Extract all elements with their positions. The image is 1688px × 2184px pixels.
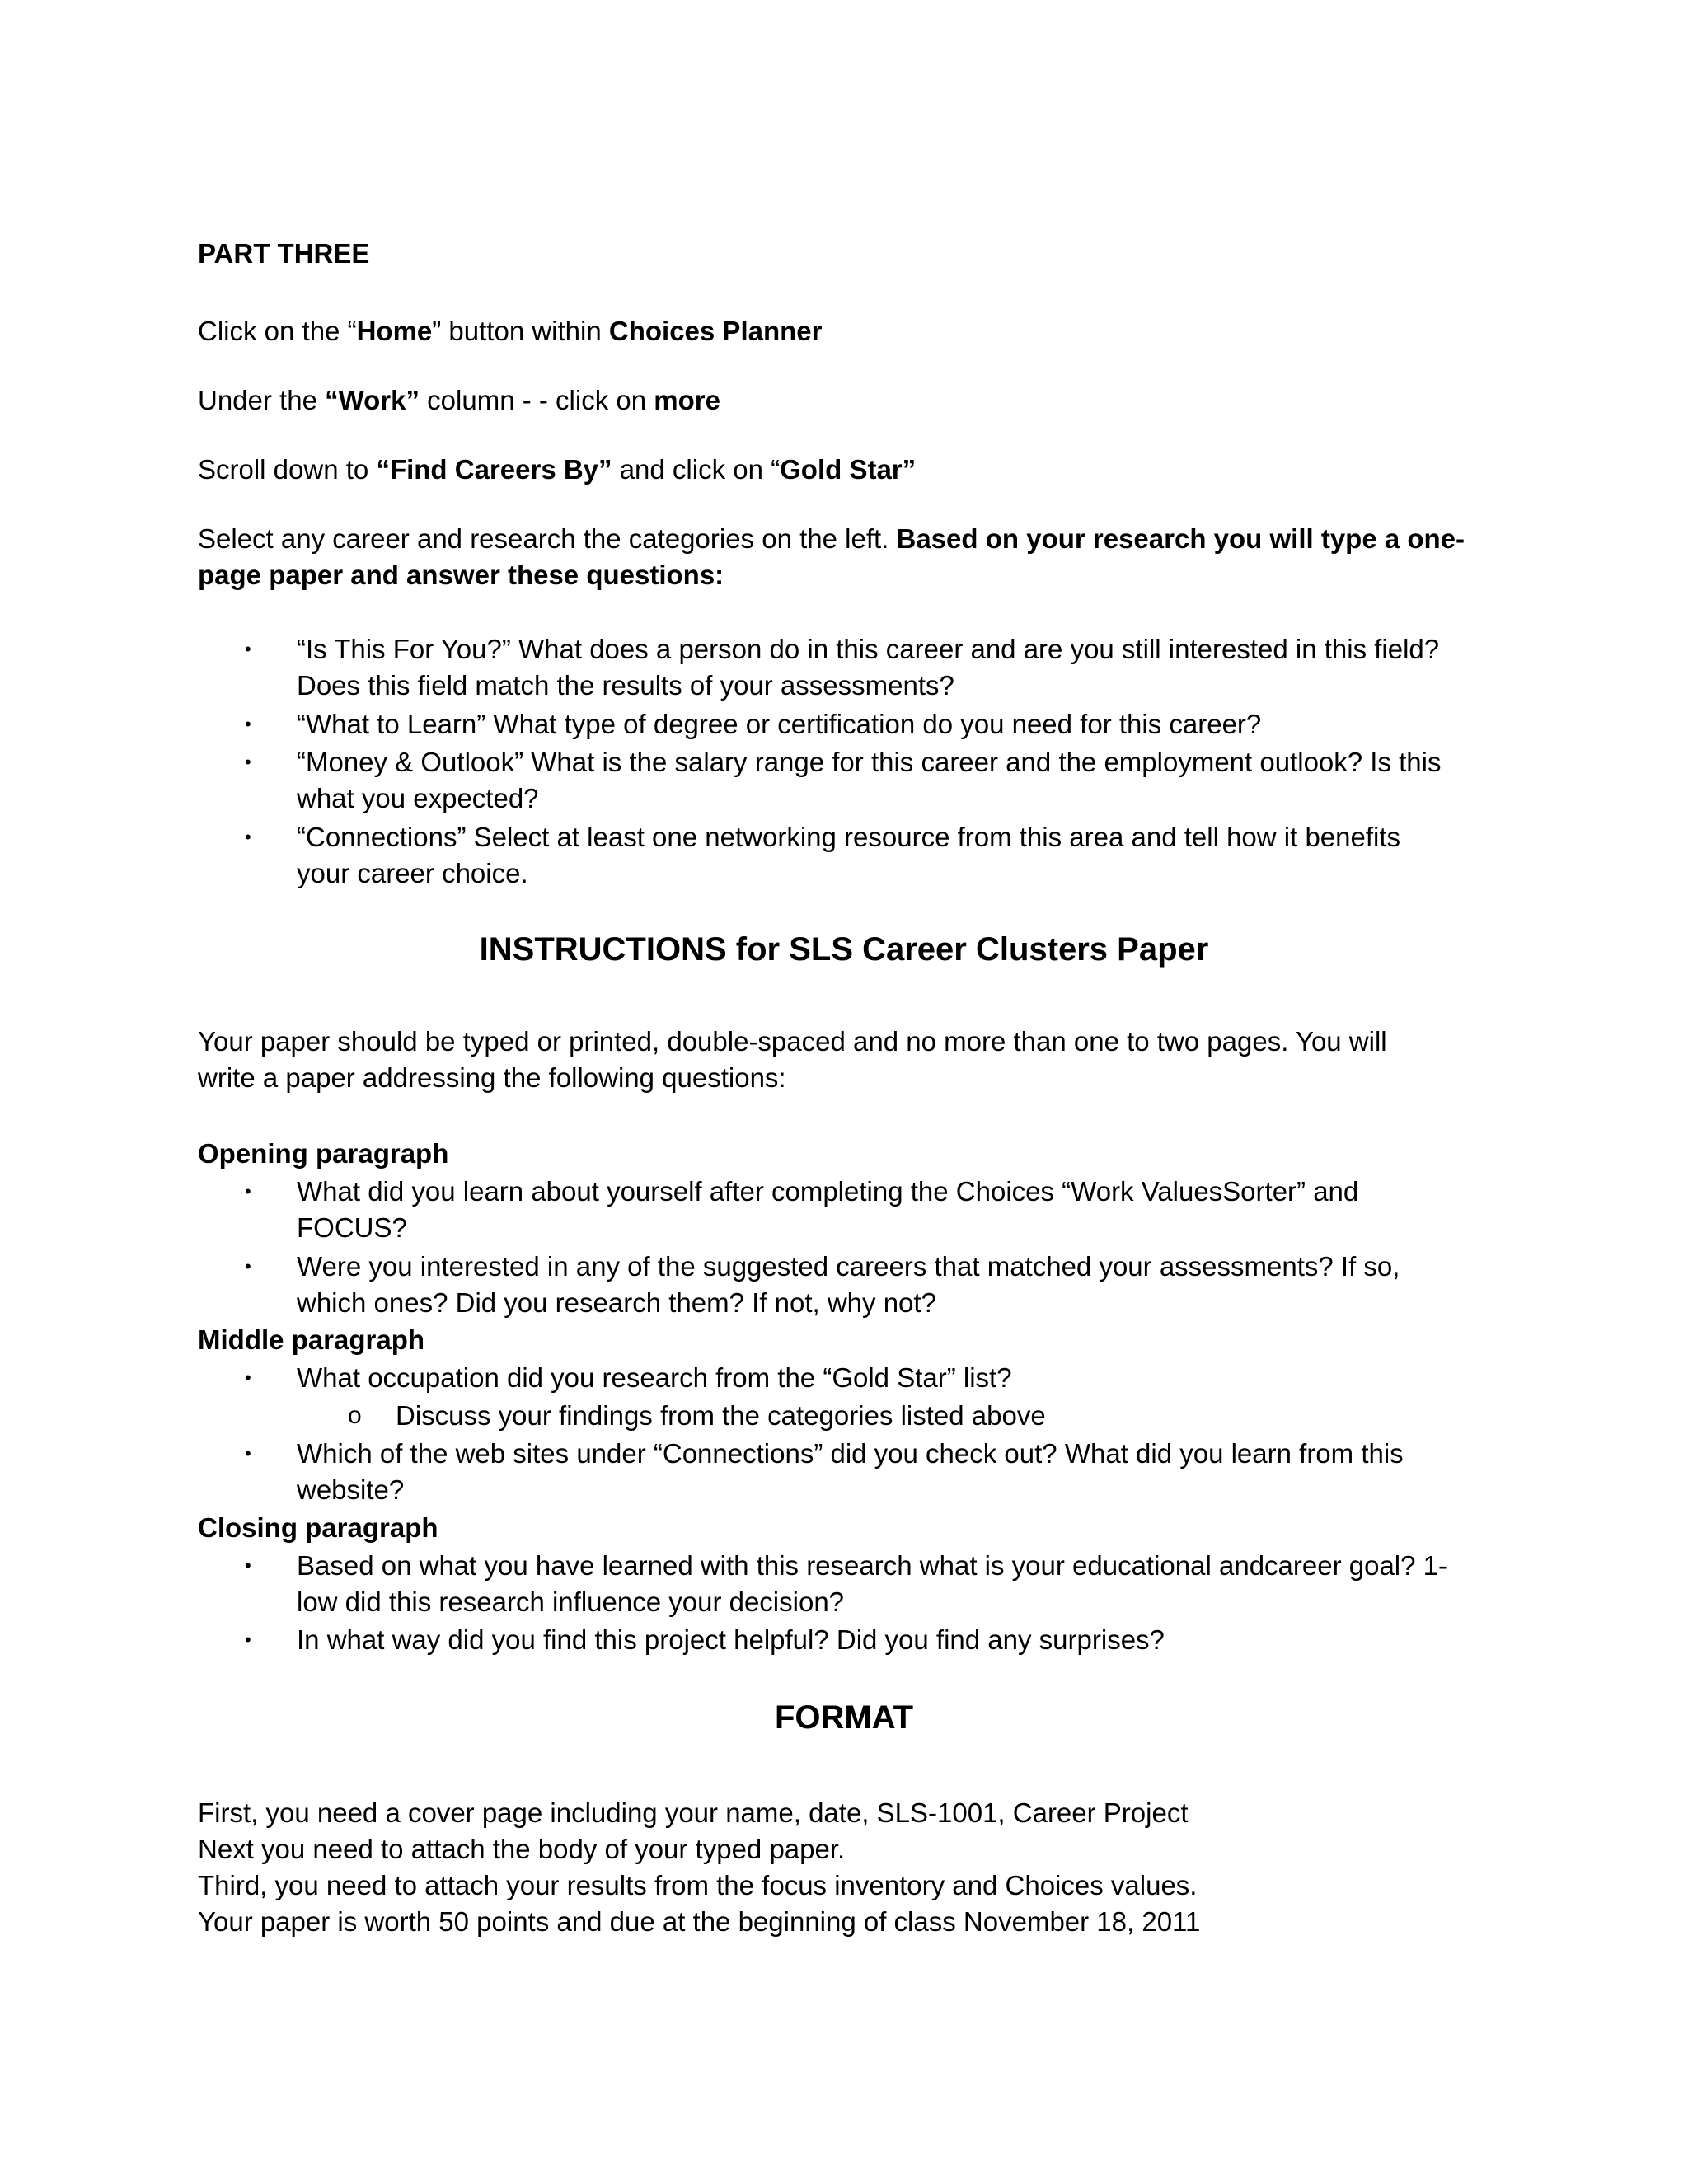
closing-item-career-goal-cont: low did this research influence your decision? <box>297 1586 845 1617</box>
bullet-icon: • <box>245 1629 251 1650</box>
label-opening-paragraph: Opening paragraph <box>198 1138 449 1169</box>
question-is-this-for-you-cont: Does this field match the results of your assessments? <box>297 670 954 701</box>
question-what-to-learn: “What to Learn” What type of degree or certification do you need for this career? <box>297 709 1262 739</box>
step-select-career-line1: Select any career and research the categories on the left. Based on your research you will type a one- <box>198 523 1465 554</box>
step-work-column: Under the “Work” column - - click on more <box>198 385 720 415</box>
bullet-icon: • <box>245 752 251 772</box>
heading-instructions: INSTRUCTIONS for SLS Career Clusters Paper <box>479 931 1209 968</box>
bullet-icon: • <box>245 714 251 734</box>
middle-subitem-findings: Discuss your findings from the categories listed above <box>396 1400 1046 1431</box>
sub-bullet-icon: o <box>348 1402 362 1429</box>
bullet-icon: • <box>245 827 251 847</box>
instructions-intro-line1: Your paper should be typed or printed, double-spaced and no more than one to two pages. You will <box>198 1026 1387 1057</box>
closing-item-helpful: In what way did you find this project helpful? Did you find any surprises? <box>297 1624 1165 1655</box>
bullet-icon: • <box>245 1367 251 1388</box>
bullet-icon: • <box>245 1256 251 1277</box>
step-find-careers: Scroll down to “Find Careers By” and click on “Gold Star” <box>198 454 917 485</box>
format-line-body: Next you need to attach the body of your typed paper. <box>198 1834 846 1864</box>
instructions-intro-line2: write a paper addressing the following questions: <box>198 1062 786 1093</box>
label-closing-paragraph: Closing paragraph <box>198 1512 438 1543</box>
middle-item-web-sites: Which of the web sites under “Connections” did you check out? What did you learn from this <box>297 1438 1404 1469</box>
opening-item-learn-yourself-cont: FOCUS? <box>297 1212 407 1243</box>
format-line-points-due: Your paper is worth 50 points and due at the beginning of class November 18, 2011 <box>198 1906 1201 1937</box>
middle-item-occupation: What occupation did you research from the “Gold Star” list? <box>297 1362 1012 1393</box>
label-middle-paragraph: Middle paragraph <box>198 1324 425 1355</box>
question-money-outlook-cont: what you expected? <box>297 783 539 813</box>
question-connections: “Connections” Select at least one networking resource from this area and tell how it benefits <box>297 822 1401 852</box>
bullet-icon: • <box>245 1443 251 1464</box>
middle-item-web-sites-cont: website? <box>297 1474 405 1505</box>
step-home-button: Click on the “Home” button within Choices Planner <box>198 316 823 346</box>
section-title-part-three: PART THREE <box>198 238 370 269</box>
format-line-results: Third, you need to attach your results from the focus inventory and Choices values. <box>198 1870 1198 1900</box>
opening-item-suggested-careers-cont: which ones? Did you research them? If not, why not? <box>297 1287 936 1318</box>
format-line-cover-page: First, you need a cover page including your name, date, SLS-1001, Career Project <box>198 1797 1189 1828</box>
question-connections-cont: your career choice. <box>297 858 528 888</box>
closing-item-career-goal: Based on what you have learned with this research what is your educational andcareer goal? 1- <box>297 1550 1448 1581</box>
opening-item-learn-yourself: What did you learn about yourself after completing the Choices “Work ValuesSorter” and <box>297 1176 1359 1207</box>
step-select-career-line2: page paper and answer these questions: <box>198 560 724 590</box>
question-is-this-for-you: “Is This For You?” What does a person do in this career and are you still interested in this field? <box>297 634 1440 664</box>
bullet-icon: • <box>245 1181 251 1202</box>
opening-item-suggested-careers: Were you interested in any of the suggested careers that matched your assessments? If so, <box>297 1251 1400 1282</box>
bullet-icon: • <box>245 639 251 659</box>
bullet-icon: • <box>245 1555 251 1576</box>
heading-format: FORMAT <box>774 1699 914 1736</box>
question-money-outlook: “Money & Outlook” What is the salary range for this career and the employment outlook? Is this <box>297 747 1442 777</box>
